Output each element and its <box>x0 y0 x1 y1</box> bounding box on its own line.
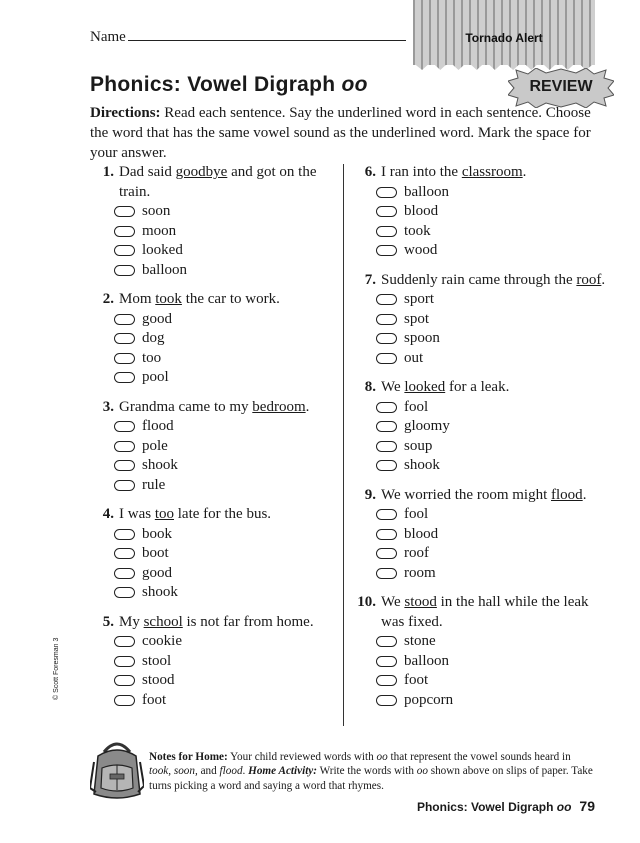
question-5 <box>88 613 338 711</box>
underlined-word: too <box>154 506 174 522</box>
answer-bubble[interactable] <box>114 587 135 598</box>
answer-bubble[interactable] <box>114 636 135 647</box>
page-footer: Phonics: Vowel Digraph oo 79 <box>416 798 595 814</box>
name-label: Name <box>90 29 126 45</box>
answer-option[interactable]: flood <box>114 417 338 437</box>
directions <box>90 103 600 163</box>
copyright-notice: © Scott Foresman 3 <box>53 637 60 700</box>
question-text: Grandma came to my bedroom. <box>119 398 310 415</box>
question-1 <box>88 163 338 280</box>
answer-bubble[interactable] <box>376 656 397 667</box>
theme-tab-label: Tornado Alert <box>465 31 543 45</box>
answer-bubble[interactable] <box>114 460 135 471</box>
page-title-text: Phonics: Vowel Digraph <box>90 73 342 96</box>
answer-bubble[interactable] <box>376 441 397 452</box>
underlined-word: roof <box>576 271 602 288</box>
answer-bubble[interactable] <box>376 294 397 305</box>
answer-option[interactable]: blood <box>376 202 610 222</box>
question-number: 3. <box>102 398 114 415</box>
answer-bubble[interactable] <box>376 675 397 686</box>
answer-bubble[interactable] <box>376 460 397 471</box>
answer-option[interactable]: shook <box>114 456 338 476</box>
name-field[interactable] <box>90 28 406 46</box>
question-number: 9. <box>364 486 376 503</box>
question-text: We looked for a leak. <box>381 379 510 395</box>
answer-bubble[interactable] <box>114 333 135 344</box>
underlined-word: classroom <box>461 164 523 180</box>
question-number: 8. <box>364 379 376 395</box>
underlined-word: took <box>155 291 182 307</box>
question-text: Dad said goodbye and got on the train. <box>119 164 317 200</box>
answer-bubble[interactable] <box>114 421 135 432</box>
question-4 <box>88 505 338 603</box>
question-number: 6. <box>364 164 376 180</box>
directions-label: Directions: <box>90 105 161 121</box>
answer-option[interactable]: pole <box>114 437 338 457</box>
answer-option[interactable]: too <box>114 349 338 369</box>
answer-option[interactable]: balloon <box>376 652 610 672</box>
answer-bubble[interactable] <box>376 548 397 559</box>
answer-option[interactable]: fool <box>376 398 610 418</box>
answer-option[interactable]: soon <box>114 202 338 222</box>
answer-option[interactable]: balloon <box>114 261 338 281</box>
question-text: We stood in the hall while the leak was fixed. <box>381 594 589 630</box>
answer-bubble[interactable] <box>114 206 135 217</box>
underlined-word: goodbye <box>175 164 228 180</box>
answer-bubble[interactable] <box>376 206 397 217</box>
question-number: 4. <box>102 506 114 522</box>
answer-bubble[interactable] <box>376 636 397 647</box>
answer-bubble[interactable] <box>114 265 135 276</box>
question-8 <box>350 378 610 476</box>
answer-bubble[interactable] <box>114 314 135 325</box>
question-text: I was too late for the bus. <box>119 506 272 522</box>
underlined-word: flood <box>551 486 583 503</box>
question-9 <box>350 486 610 584</box>
answer-option[interactable]: moon <box>114 222 338 242</box>
question-number: 1. <box>102 164 114 180</box>
answer-bubble[interactable] <box>114 568 135 579</box>
answer-option[interactable]: out <box>376 349 610 369</box>
question-3 <box>88 398 338 496</box>
answer-bubble[interactable] <box>114 675 135 686</box>
question-7 <box>350 271 610 369</box>
answer-option[interactable]: good <box>114 310 338 330</box>
answer-bubble[interactable] <box>376 333 397 344</box>
answer-option[interactable]: stone <box>376 632 610 652</box>
answer-bubble[interactable] <box>114 353 135 364</box>
answer-option[interactable]: took <box>376 222 610 242</box>
answer-option[interactable]: wood <box>376 241 610 261</box>
question-text: We worried the room might flood. <box>381 486 587 503</box>
review-badge <box>508 68 614 108</box>
question-text: Mom took the car to work. <box>119 291 280 307</box>
answer-option[interactable]: gloomy <box>376 417 610 437</box>
answer-option[interactable]: spoon <box>376 329 610 349</box>
answer-option[interactable]: good <box>114 564 338 584</box>
question-number: 10. <box>357 594 376 610</box>
notes-for-home: Notes for Home: Your child reviewed words with oo that represent the vowel sounds heard in took, soon, and flood. Home Activity: Write the words with oo shown above on slips of paper. Take turns picking a word and saying a word that rhymes. <box>149 751 593 792</box>
answer-bubble[interactable] <box>376 568 397 579</box>
answer-option[interactable]: stood <box>114 671 338 691</box>
questions-left-column <box>88 163 338 708</box>
answer-bubble[interactable] <box>376 187 397 198</box>
page-title-italic: oo <box>341 73 368 96</box>
answer-bubble[interactable] <box>376 509 397 520</box>
answer-option[interactable]: shook <box>376 456 610 476</box>
answer-option[interactable]: foot <box>376 671 610 691</box>
answer-bubble[interactable] <box>376 421 397 432</box>
question-2 <box>88 290 338 388</box>
questions-right-column <box>350 163 610 708</box>
answer-option[interactable]: pool <box>114 368 338 388</box>
answer-option[interactable]: sport <box>376 290 610 310</box>
question-10 <box>350 593 610 710</box>
answer-bubble[interactable] <box>114 656 135 667</box>
question-6 <box>350 163 610 261</box>
page-number: 79 <box>579 798 595 814</box>
question-number: 5. <box>102 613 114 630</box>
answer-option[interactable]: foot <box>114 691 338 711</box>
answer-option[interactable]: boot <box>114 544 338 564</box>
answer-option[interactable]: fool <box>376 505 610 525</box>
answer-option[interactable]: looked <box>114 241 338 261</box>
backpack-icon <box>90 738 144 800</box>
question-text: My school is not far from home. <box>119 613 314 630</box>
answer-option[interactable]: dog <box>114 329 338 349</box>
answer-option[interactable]: spot <box>376 310 610 330</box>
answer-option[interactable]: book <box>114 525 338 545</box>
answer-option[interactable]: soup <box>376 437 610 457</box>
footer-label: Phonics: Vowel Digraph <box>416 800 557 814</box>
answer-option[interactable]: roof <box>376 544 610 564</box>
question-text: Suddenly rain came through the roof. <box>381 271 606 288</box>
answer-bubble[interactable] <box>376 245 397 256</box>
answer-bubble[interactable] <box>114 695 135 706</box>
question-number: 7. <box>364 271 376 288</box>
directions-text: Read each sentence. Say the underlined word in each sentence. Choose the word that has the same vowel sound as the underlined word. Mark the space for your answer. <box>90 105 591 161</box>
notes-label: Notes for Home: <box>149 751 228 763</box>
theme-tab <box>413 0 595 65</box>
answer-bubble[interactable] <box>114 245 135 256</box>
answer-option[interactable]: balloon <box>376 183 610 203</box>
page-title <box>90 73 368 97</box>
answer-bubble[interactable] <box>376 353 397 364</box>
answer-option[interactable]: popcorn <box>376 691 610 711</box>
review-label: REVIEW <box>529 78 593 95</box>
answer-option[interactable]: room <box>376 564 610 584</box>
question-text: I ran into the classroom. <box>381 164 527 180</box>
underlined-word: stood <box>404 594 437 610</box>
answer-option[interactable]: shook <box>114 583 338 603</box>
answer-option[interactable]: cookie <box>114 632 338 652</box>
answer-bubble[interactable] <box>114 372 135 383</box>
answer-bubble[interactable] <box>114 226 135 237</box>
name-blank-line[interactable] <box>128 28 406 41</box>
question-number: 2. <box>102 291 114 307</box>
answer-option[interactable]: rule <box>114 476 338 496</box>
column-divider <box>343 164 344 726</box>
answer-bubble[interactable] <box>114 441 135 452</box>
answer-option[interactable]: stool <box>114 652 338 672</box>
answer-bubble[interactable] <box>376 529 397 540</box>
answer-bubble[interactable] <box>376 314 397 325</box>
answer-option[interactable]: blood <box>376 525 610 545</box>
answer-bubble[interactable] <box>114 548 135 559</box>
answer-bubble[interactable] <box>376 402 397 413</box>
underlined-word: school <box>143 613 183 630</box>
underlined-word: bedroom <box>252 398 306 415</box>
answer-bubble[interactable] <box>114 529 135 540</box>
underlined-word: looked <box>404 379 446 395</box>
answer-bubble[interactable] <box>376 695 397 706</box>
answer-bubble[interactable] <box>114 480 135 491</box>
home-activity-label: Home Activity: <box>248 765 318 778</box>
answer-bubble[interactable] <box>376 226 397 237</box>
